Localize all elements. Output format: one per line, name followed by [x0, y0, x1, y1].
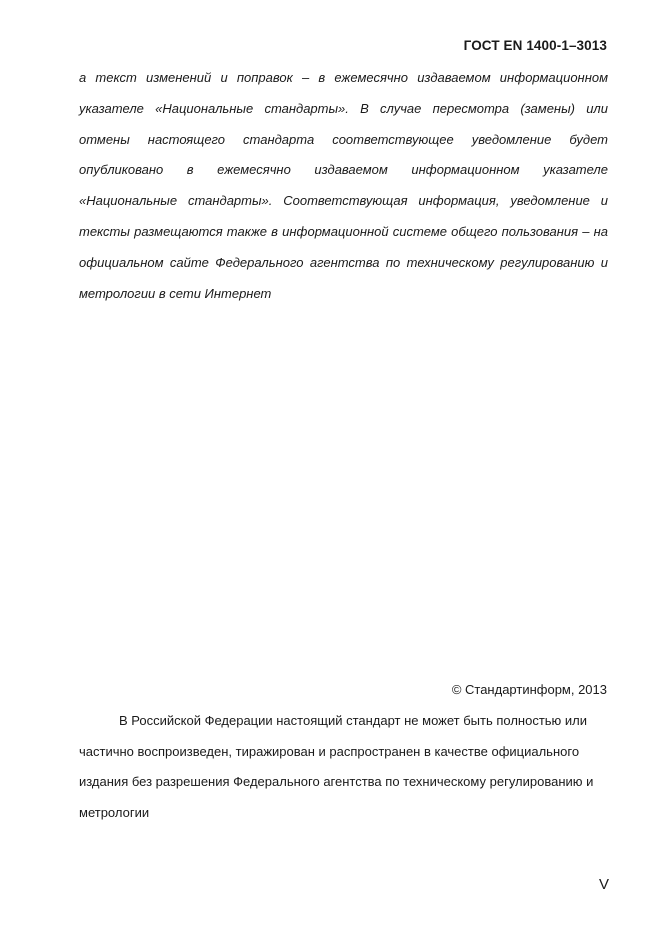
copyright-notice: © Стандартинформ, 2013 — [451, 682, 607, 697]
intro-paragraph: а текст изменений и поправок – в ежемесячно издаваемом информационном указателе «Национальные стандарты». В случае пересмотра (замены) или отмены настоящего стандарта соответствующее уведомление будет опубликовано в ежемесячно издаваемом информационном указателе «Национальные стандарты». Соответствующая информация, уведомление и тексты размещаются также в информационной системе общего пользования – на официальном сайте Федерального агентства по техническому регулированию и метрологии в сети Интернет — [79, 70, 608, 301]
document-header: ГОСТ EN 1400-1–3013 — [463, 38, 607, 53]
page-number: V — [598, 876, 609, 893]
reproduction-notice: В Российской Федерации настоящий стандарт не может быть полностью или частично воспроизведен, тиражирован и распространен в качестве официального издания без разрешения Федерального агентства по техническому регулированию и метрологии — [79, 713, 594, 820]
